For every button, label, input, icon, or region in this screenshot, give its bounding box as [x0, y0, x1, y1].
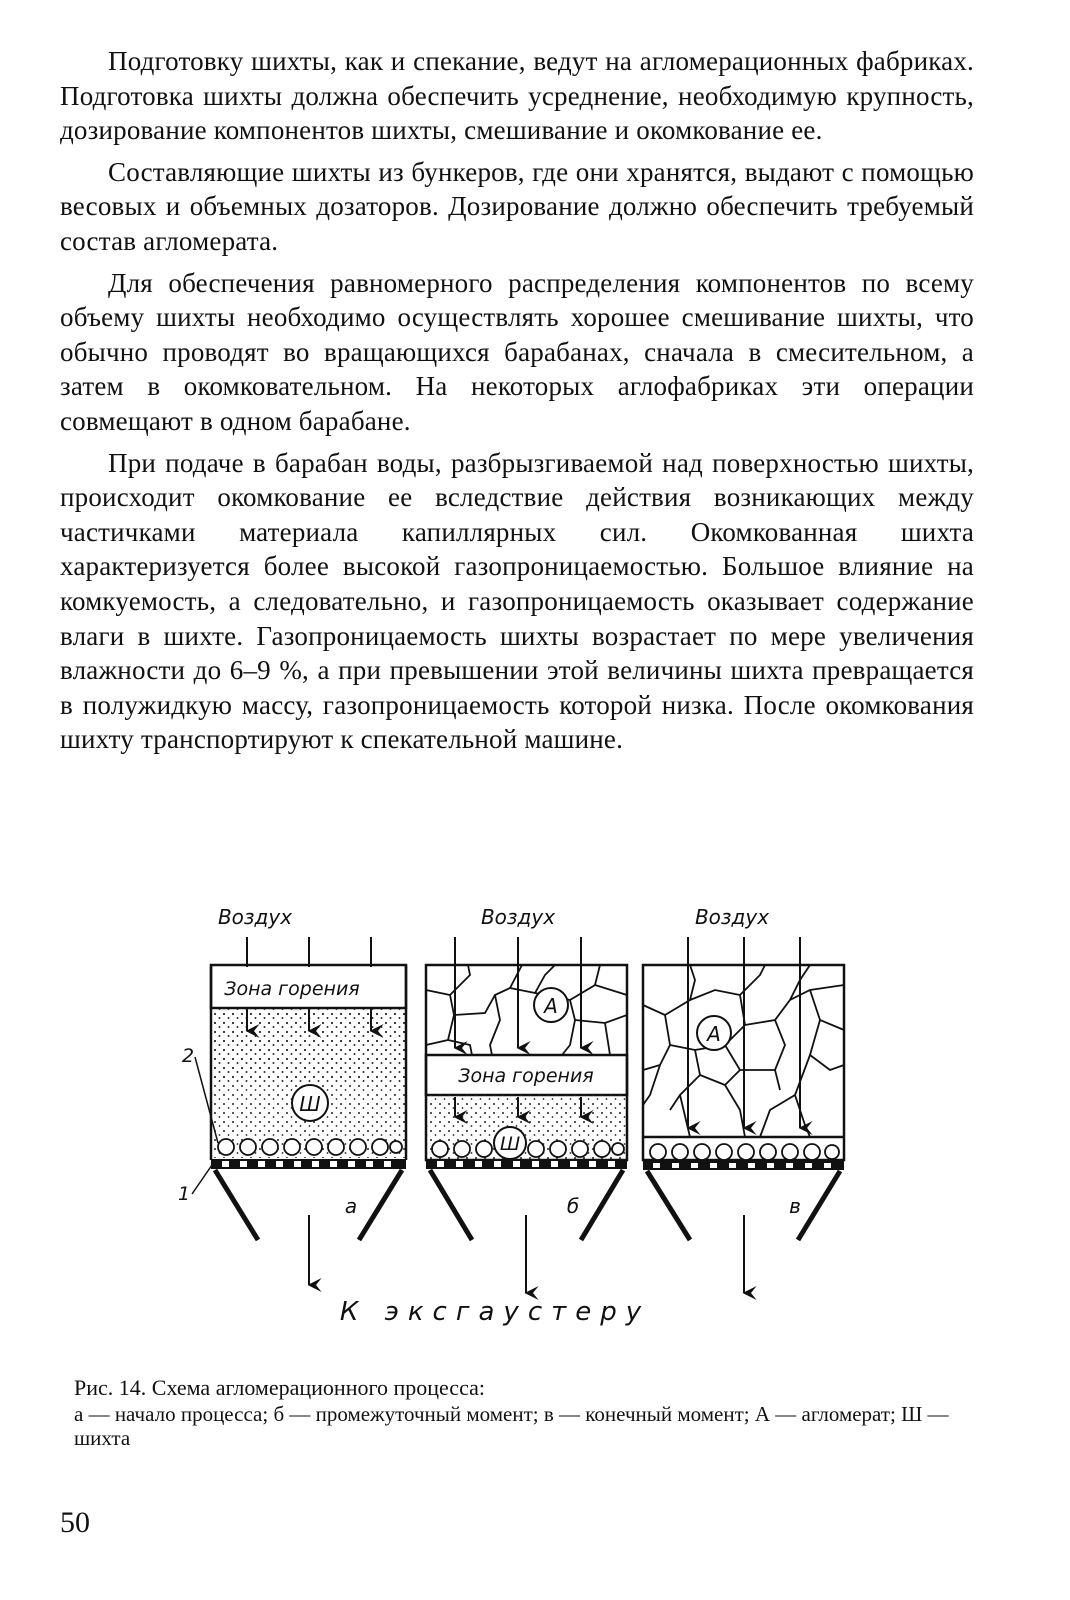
marker-2: 2 [181, 1045, 195, 1067]
panel-b [426, 937, 627, 1293]
panel-c [643, 937, 844, 1293]
air-label-a: Воздух [217, 905, 293, 929]
caption-legend: а — начало процесса; б — промежуточный момент; в — конечный момент; А — агломерат; Ш — шихта [74, 1402, 949, 1450]
agglomeration-diagram [150, 895, 920, 1335]
panel-letter-b: б [566, 1194, 580, 1218]
caption-title: Рис. 14. Схема агломерационного процесса: [74, 1375, 485, 1400]
paragraph-1: Подготовку шихты, как и спекание, ведут на агломерационных фабриках. Подготовка шихты должна обеспечить усреднение, необходимую крупность, дозирование компонентов шихты, смешивание и окомкование ее. [60, 46, 974, 146]
pellets-a [218, 1139, 402, 1155]
air-label-b: Воздух [480, 905, 556, 929]
marker-1: 1 [177, 1183, 191, 1205]
page-number: 50 [60, 1506, 90, 1539]
exhauster-label: К эксгаустеру [339, 1297, 651, 1327]
combustion-zone-label-b: Зона горения [458, 1065, 594, 1087]
body-text [60, 44, 974, 764]
panel-a [178, 937, 406, 1335]
agglomeration-process-figure [150, 895, 920, 1335]
paragraph-3: Для обеспечения равномерного распределения компонентов по всему объему шихты необходимо осуществлять хорошее смешивание шихты, что обычно проводят во вращающихся барабанах, сначала в смесительном, а затем в окомковательном. На некоторых аглофабриках эти операции совмещают в одном барабане. [60, 267, 974, 436]
air-label-c: Воздух [694, 905, 770, 929]
paragraph-2: Составляющие шихты из бункеров, где они хранятся, выдают с помощью весовых и объемных дозаторов. Дозирование должно обеспечить требуемый состав агломерата. [60, 156, 974, 256]
charge-symbol-a: Ш [299, 1092, 321, 1116]
charge-symbol-b: Ш [499, 1133, 521, 1155]
agglomerate-symbol-b: А [544, 994, 558, 1018]
figure-caption [74, 1374, 979, 1450]
paragraph-4: При подаче в барабан воды, разбрызгиваемой над поверхностью шихты, происходит окомкование ее вследствие действия возникающих между частичками материала капиллярных сил. Окомкованная шихта характеризуется более высокой газопроницаемостью. Большое влияние на комкуемость, а следовательно, и газопроницаемость оказывает содержание влаги в шихте. Газопроницаемость шихты возрастает по мере увеличения влажности до 6–9 %, а при превышении этой величины шихта превращается в полужидкую массу, газопроницаемость которой низка. После окомкования шихту транспортируют к спекательной машине. [60, 447, 974, 755]
agglomerate-symbol-c: А [707, 1022, 721, 1046]
panel-letter-c: в [789, 1194, 801, 1218]
combustion-zone-label-a: Зона горения [224, 978, 360, 1000]
panel-letter-a: а [344, 1194, 358, 1218]
pellets-c [650, 1144, 839, 1160]
